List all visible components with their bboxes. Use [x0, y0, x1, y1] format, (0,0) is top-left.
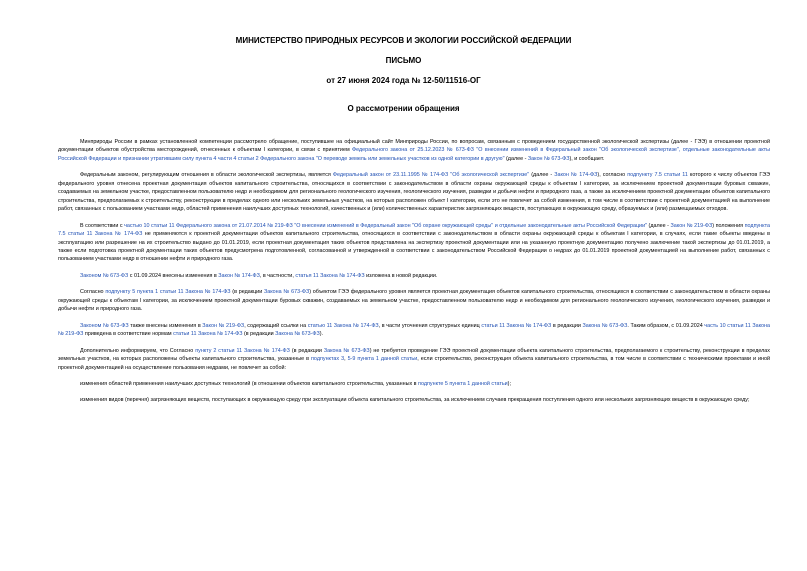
- paragraph-text: . Таким образом, с 01.09.2024: [627, 322, 705, 329]
- law-reference-link[interactable]: Закон № 219-ФЗ: [202, 322, 245, 329]
- law-reference-link[interactable]: часть 10 статьи 11 Закона № 219-ФЗ: [58, 322, 770, 338]
- law-reference-link[interactable]: Закон № 174-ФЗ: [554, 172, 598, 179]
- law-reference-link[interactable]: подпункту 5 пункта 1 статьи 11 Закона № 174-ФЗ: [105, 289, 231, 296]
- document-subject: О рассмотрении обращения: [347, 104, 460, 113]
- paragraph-text: (далее -: [529, 172, 555, 179]
- paragraph-text: , в частности,: [259, 272, 296, 279]
- paragraph-text: с 01.09.2024 внесены изменения в: [128, 272, 219, 279]
- law-reference-link[interactable]: Федерального закона от 25.12.2023 № 673-ФЗ "О внесении изменений в Федеральный закон "Об экологической экспертизе", отдельные законодательные акты Российской Федерации и признании утратившим силу пункта 4 части 4 статьи 2 Федерального закона "О переводе земель или земельных участков из одной категории в другую": [58, 147, 770, 162]
- law-reference-link[interactable]: Законом № 673-ФЗ: [80, 272, 129, 279]
- paragraph-text: (в редакции: [289, 347, 324, 354]
- law-reference-link[interactable]: статьи 11 Закона № 174-ФЗ: [173, 331, 243, 338]
- paragraph-text: В соответствии с: [80, 222, 125, 229]
- paragraph: [58, 347, 770, 372]
- paragraph: [58, 272, 770, 280]
- paragraph-text: ), и сообщает.: [569, 155, 605, 162]
- paragraph: [58, 322, 770, 339]
- paragraph-text: (в редакции: [242, 331, 276, 338]
- paragraph-text: в редакции: [551, 322, 583, 329]
- law-reference-link[interactable]: статьи 11 Закона № 174-ФЗ: [481, 322, 552, 329]
- paragraph-text: (далее -: [504, 155, 528, 162]
- paragraph-text: Минприроды России в рамках установленной компетенции рассмотрело обращение, поступившее на официальный сайт Минприроды России, по вопросам, связанным с проведением государственной экологической экспертизы (далее - ГЭЭ) в отношении проектной документации объектов обустройства месторождений, отнесенных к объектам I категории, в связи с принятием: [58, 139, 770, 154]
- law-reference-link[interactable]: Закона № 673-ФЗ: [323, 347, 370, 354]
- document-type: ПИСЬМО: [385, 56, 422, 65]
- law-reference-link[interactable]: Закон № 219-ФЗ: [670, 222, 713, 229]
- law-reference-link[interactable]: частью 10 статьи 11 Федерального закона от 21.07.2014 № 219-ФЗ "О внесении изменений в Федеральный закон "Об охране окружающей среды" и отдельные законодательные акты Российской Федерации": [124, 222, 647, 229]
- law-reference-link[interactable]: подпункта 7.5 статьи 11 Закона № 174-ФЗ: [58, 222, 770, 238]
- paragraph-text: изменения видов (перечня) загрязняющих веществ, поступающих в окружающую среду при эксплуатации объекта капитального строительства, за исключением случаев прекращения поступления одного или нескольких загрязняющих веществ в окружающую среду;: [80, 397, 750, 404]
- law-reference-link[interactable]: статью 11 Закона № 174-ФЗ: [307, 322, 379, 329]
- paragraph-text: , содержащий ссылки на: [244, 322, 308, 329]
- law-reference-link[interactable]: Закон № 174-ФЗ: [218, 272, 260, 279]
- paragraph-text: Федеральным законом, регулирующим отношения в области экологической экспертизы, является: [80, 172, 333, 179]
- law-reference-link[interactable]: Закона № 673-ФЗ: [275, 331, 320, 338]
- paragraph-text: ), согласно: [597, 172, 628, 179]
- law-reference-link[interactable]: Федеральный закон от 23.11.1995 № 174-ФЗ "Об экологической экспертизе": [332, 172, 530, 179]
- paragraph-text: изложена в новой редакции.: [364, 272, 438, 279]
- law-reference-link[interactable]: подпункте 5 пункта 1 данной статьи: [418, 380, 508, 387]
- law-reference-link[interactable]: Закон № 673-ФЗ: [527, 155, 570, 162]
- paragraph-text: ).: [319, 331, 324, 338]
- paragraph: [58, 222, 770, 264]
- paragraph-text: Дополнительно информируем, что Согласно: [80, 347, 196, 354]
- paragraph-text: приведена в соответствие нормам: [83, 331, 174, 338]
- paragraph-text: , если строительство, реконструкция объекта капитального строительства, в том числе в соответствии с техническими проектами и иной проектной документацией на осуществление пользования недрами, не повлечет за собой:: [58, 356, 771, 371]
- paragraph-text: Согласно: [80, 289, 106, 296]
- law-reference-link[interactable]: статья 11 Закона № 174-ФЗ: [295, 272, 365, 279]
- paragraph: [58, 138, 770, 163]
- paragraph-text: изменения областей применения наилучших доступных технологий (в отношении объектов капитального строительства, указанных в: [80, 380, 419, 387]
- law-reference-link[interactable]: подпунктах 3: [311, 356, 345, 363]
- paragraph-text: также внесены изменения в: [128, 322, 203, 329]
- law-reference-link[interactable]: Законом № 673-ФЗ: [80, 322, 129, 329]
- document-body: [58, 138, 770, 413]
- paragraph-text: (в редакции: [230, 289, 264, 296]
- paragraph-text: ,: [344, 356, 348, 363]
- paragraph: [58, 396, 770, 404]
- paragraph-text: ) не требуется проведение ГЭЭ проектной документации объекта капитального строительства, предполагаемого к строительству, реконструкции в пределах земельных участков, на которых расположены объекты капитального строительства, указанные в: [58, 347, 770, 363]
- paragraph-text: ) объектом ГЭЭ федерального уровня является проектная документация объектов капитального строительства, относящихся в соответствии с законодательством в области охраны окружающей среды к объектам I категории, за исключением проектной документации буровых скважин, создаваемых на земельном участке, предоставленном пользователю недр и необходимом для регионального геологического изучения, геологического изучения, разведки и добычи нефти и природного газа.: [58, 289, 770, 313]
- paragraph-text: , в части уточнения структурных единиц: [378, 322, 482, 329]
- law-reference-link[interactable]: подпункту 7.5 статьи 11: [627, 172, 688, 179]
- paragraph-text: не применяются к проектной документации объектов капитального строительства, относящихся в соответствии с законодательством в области охраны окружающей среды к объектам I категории, в случаях, если такие объекты введены в эксплуатацию или разрешение на их строительство выдано до 01.01.2019, если проектная документация таких объектов представлена на экспертизу проектной документации или на указанную проектную документацию получено заключение такой экспертизы до 01.01.2019, а также если подготовка проектной документации таких объектов предусмотрена подготовленной, согласованной и утвержденной в соответствии с законодательством Российской Федерации о недрах до 01.01.2019 проектной документацией на выполнение работ, связанных с пользованием участками недр в отношении нефти и природного газа.: [58, 231, 770, 263]
- paragraph: [58, 171, 770, 213]
- paragraph: [58, 380, 770, 388]
- law-reference-link[interactable]: пункту 2 статьи 11 Закона № 174-ФЗ: [195, 347, 290, 354]
- paragraph-text: (далее -: [647, 222, 671, 229]
- paragraph-text: ) положения: [712, 222, 745, 229]
- law-reference-link[interactable]: Закона № 673-ФЗ: [582, 322, 628, 329]
- document-date-number: от 27 июня 2024 года № 12-50/11516-ОГ: [326, 76, 481, 85]
- paragraph-text: );: [507, 380, 511, 387]
- law-reference-link[interactable]: Закона № 673-ФЗ: [263, 289, 310, 296]
- paragraph-text: которого к числу объектов ГЭЭ федерального уровня отнесена проектная документация объектов капитального строительства, относящихся в соответствии с законодательством в области охраны окружающей среды к объектам I категории, за исключением проектной документации буровых скважин, создаваемых на земельном участке, предоставленном пользователю недр и необходимом для регионального геологического изучения, геологического изучения, разведки и добычи нефти и природного газа, а также за исключением проектной документации объектов капитального строительства, предполагаемых к строительству, реконструкции в пределах одного или нескольких земельных участков, на которых расположен объект I категории, если это не повлечет за собой изменения, в том числе в соответствии с проектной документацией на выполнение работ, связанных с пользованием участками недр, областей применения наилучших доступных технологий, качественных и (или) количественных характеристик загрязняющих веществ, поступающих в окружающую среду, образуемых и (или) размещаемых отходов.: [58, 172, 770, 213]
- law-reference-link[interactable]: 5-9 пункта 1 данной статьи: [347, 356, 418, 363]
- paragraph: [58, 288, 770, 313]
- ministry-title: МИНИСТЕРСТВО ПРИРОДНЫХ РЕСУРСОВ И ЭКОЛОГИИ РОССИЙСКОЙ ФЕДЕРАЦИИ: [235, 36, 572, 45]
